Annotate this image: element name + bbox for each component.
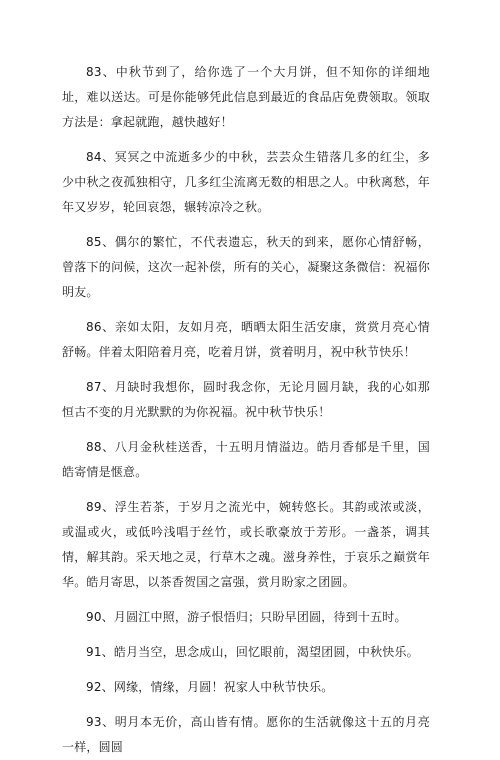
entry-88: 88、八月金秋桂送香，十五明月情溢边。皓月香郁是千里，国皓寄情是惬意。: [62, 440, 430, 479]
entry-90: 90、月圆江中照，游子恨悟归；只盼早团圆，待到十五时。: [86, 610, 407, 624]
entry-86: 86、亲如太阳，友如月亮，晒晒太阳生活安康，赏赏月亮心情舒畅。伴着太阳陪着月亮，吃着月饼，赏着明月，祝中秋节快乐！: [62, 320, 430, 359]
entry-93: 93、明月本无价，高山皆有情。愿你的生活就像这十五的月亮一样，圆圆: [62, 715, 430, 754]
entry-85: 85、偶尔的繁忙，不代表遗忘，秋天的到来，愿你心情舒畅，曾落下的问候，这次一起补偿，所有的关心，凝聚这条微信：祝福你明友。: [62, 235, 430, 299]
entry-83: 83、中秋节到了，给你选了一个大月饼，但不知你的详细地址，难以送达。可是你能够凭此信息到最近的食品店免费领取。领取方法是：拿起就跑，越快越好！: [62, 65, 430, 129]
entry-92: 92、网缘，情缘，月圆！祝家人中秋节快乐。: [86, 680, 334, 694]
entry-87: 87、月缺时我想你，圆时我念你，无论月圆月缺，我的心如那恒古不变的月光默默的为你祝福。祝中秋节快乐！: [62, 380, 430, 419]
entry-91: 91、皓月当空，思念成山，回忆眼前，渴望团圆，中秋快乐。: [86, 645, 419, 659]
entry-84: 84、冥冥之中流逝多少的中秋，芸芸众生错落几多的红尘，多少中秋之夜孤独相守，几多红尘流离无数的相思之人。中秋离愁，年年又岁岁，轮回哀怨，辗转凉冷之秋。: [62, 150, 430, 214]
entry-89: 89、浮生若茶，于岁月之流光中，婉转悠长。其韵或浓或淡，或温或火，或低吟浅唱于丝竹，或长歌豪放于芳形。一盏茶，调其情，解其韵。采天地之灵，行草木之魂。滋身养性，于哀乐之巅赏年华。皓月寄思，以茶香贺国之富强，赏月盼家之团圆。: [62, 500, 430, 589]
